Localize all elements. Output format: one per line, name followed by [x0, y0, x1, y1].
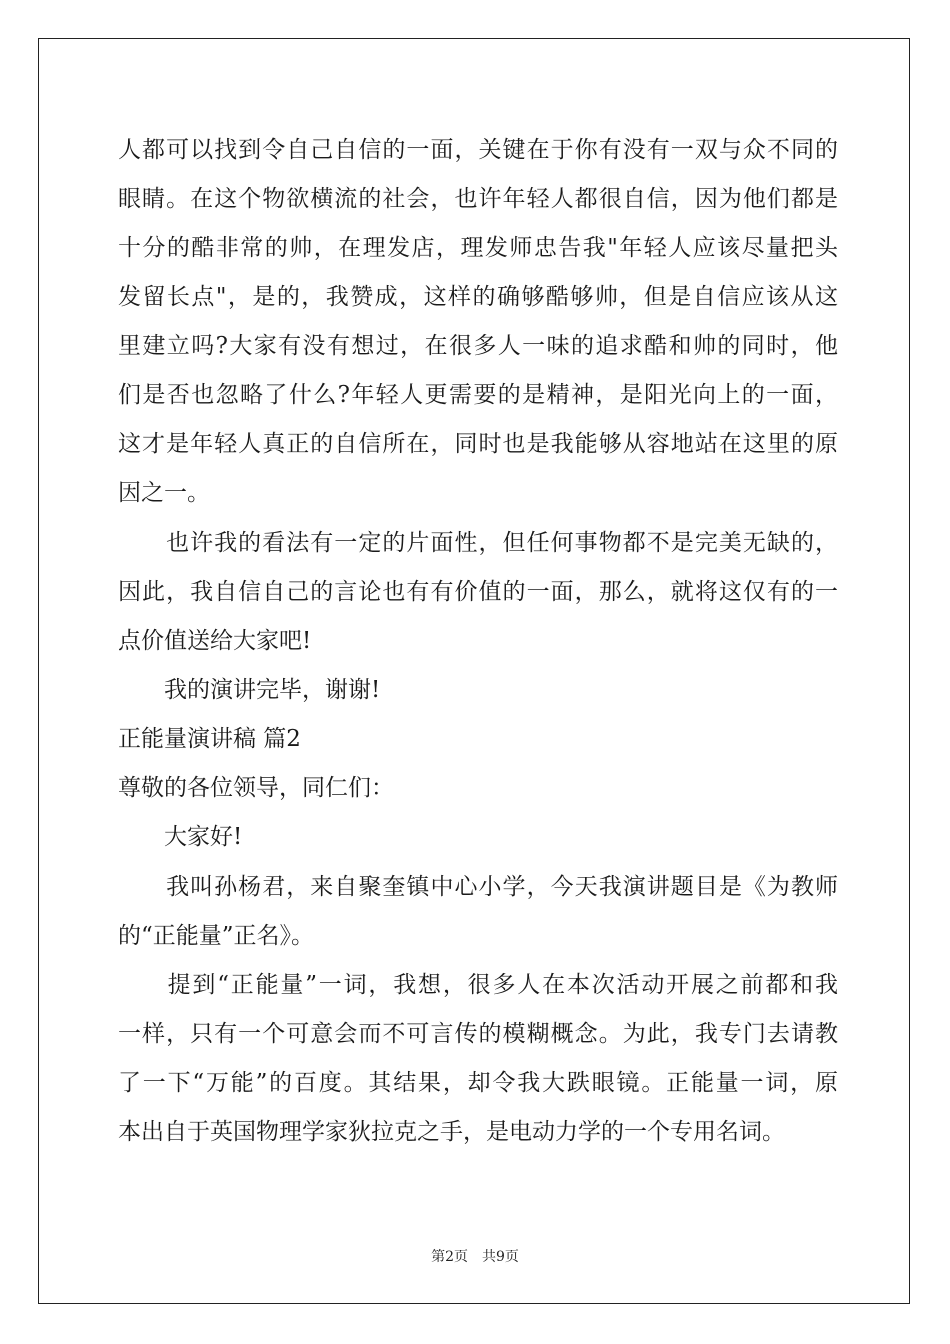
text-line: 我叫孙杨君，来自聚奎镇中心小学，今天我演讲题目是《为教师 — [118, 874, 838, 900]
text-line: 眼睛。在这个物欲横流的社会，也许年轻人都很自信，因为他们都是 — [118, 186, 838, 212]
text-line: 的“正能量”正名》。 — [118, 923, 315, 949]
text-line: 发留长点"，是的，我赞成，这样的确够酷够帅，但是自信应该从这 — [118, 284, 838, 310]
text-line: 本出自于英国物理学家狄拉克之手，是电动力学的一个专用名词。 — [118, 1119, 785, 1145]
text-line: 因此，我自信自己的言论也有有价值的一面，那么，就将这仅有的一 — [118, 579, 838, 605]
text-line: 里建立吗?大家有没有想过，在很多人一味的追求酷和帅的同时，他 — [118, 333, 838, 359]
text-line: 十分的酷非常的帅，在理发店，理发师忠告我"年轻人应该尽量把头 — [118, 235, 838, 261]
text-line: 这才是年轻人真正的自信所在，同时也是我能够从容地站在这里的原 — [118, 431, 838, 457]
text-line: 了一下“万能”的百度。其结果，却令我大跌眼镜。正能量一词，原 — [118, 1070, 838, 1096]
text-line: 也许我的看法有一定的片面性，但任何事物都不是完美无缺的， — [118, 530, 838, 556]
salutation: 尊敬的各位领导，同仁们： — [118, 775, 394, 801]
text-line: 人都可以找到令自己自信的一面，关键在于你有没有一双与众不同的 — [118, 137, 838, 163]
text-line: 提到“正能量”一词，我想，很多人在本次活动开展之前都和我 — [118, 972, 838, 998]
text-line: 我的演讲完毕，谢谢! — [118, 677, 381, 703]
text-line: 点价值送给大家吧! — [118, 628, 312, 654]
section-heading: 正能量演讲稿 篇2 — [118, 726, 301, 752]
text-line: 因之一。 — [118, 480, 210, 506]
page-number-footer: 第2页 共9页 — [431, 1249, 519, 1265]
greeting: 大家好! — [118, 824, 243, 850]
text-line: 一样，只有一个可意会而不可言传的模糊概念。为此，我专门去请教 — [118, 1021, 838, 1047]
page-frame — [38, 38, 910, 1304]
text-line: 们是否也忽略了什么?年轻人更需要的是精神，是阳光向上的一面， — [118, 382, 838, 408]
